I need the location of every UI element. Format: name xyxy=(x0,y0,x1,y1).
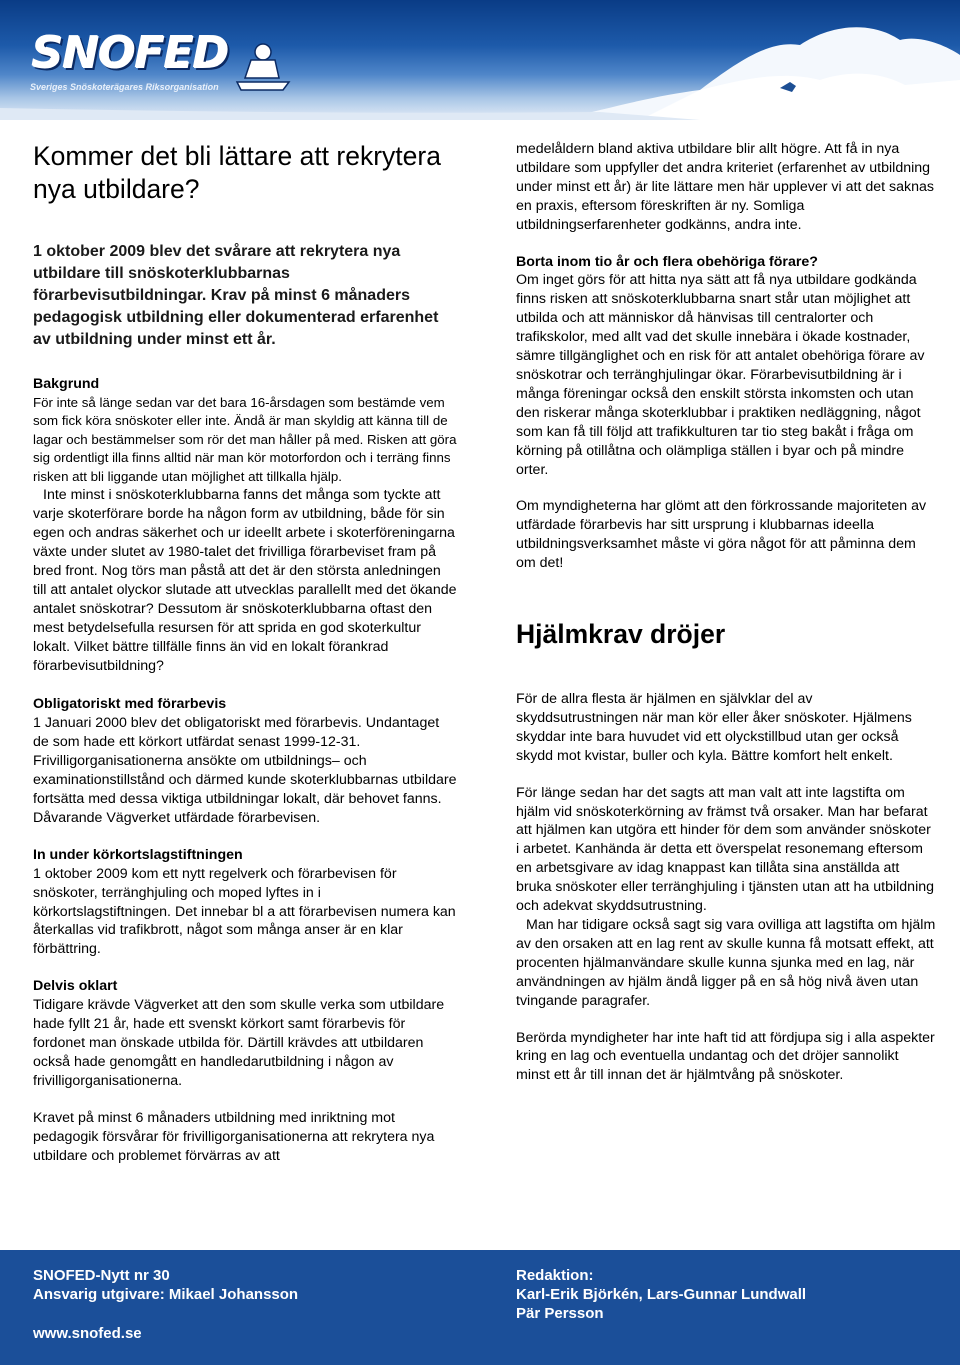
snowmobile-rider-icon xyxy=(233,38,293,98)
paragraph-obligatoriskt: 1 Januari 2000 blev det obligatoriskt med förarbevis. Undantaget de som hade ett körkort utfärdat senast 1999-12-31. Frivilligorganisationerna ansökte om utbildnings– och examinationstillstånd och därmed kunde skoterklubbarnas utbildare fortsätta med dessa viktiga utbildningar lokalt, där behovet fanns. Dåvarande Vägverket utfärdade förarbevisen. xyxy=(33,715,457,826)
section-heading-obligatoriskt: Obligatoriskt med förarbevis xyxy=(33,696,227,713)
paragraph-korkort: 1 oktober 2009 kom ett nytt regelverk och förarbevisen för snöskoter, terränghjuling och moped lyftes in i körkortslagstiftningen. Det innebar bl a att förarbevisen numera kan återkallas vid trafikbrott, något som många anser är en klar förbättring. xyxy=(33,865,456,958)
header-banner xyxy=(0,0,960,120)
redaktion-label: Redaktion: xyxy=(516,1267,594,1284)
logo-subtitle: Sveriges Snöskoterägares Riksorganisation xyxy=(30,82,219,92)
paragraph-delvis-oklart: Tidigare krävde Vägverket att den som skulle verka som utbildare hade fyllt 21 år, hade ett svenskt körkort samt förarbevis för fordonet man önskade utbilda för. Därtill krävdes att utbildaren också hade genomgått en handledarutbildning i någon av frivilligorganisationerna. xyxy=(33,997,445,1089)
paragraph-continuation: medelåldern bland aktiva utbildare blir allt högre. Att få in nya utbildare som uppfyller det andra kriteriet (erfarenhet av utbildning under minst ett år) är lite lättare men här upplever vi att det saknas en praxis, eftersom föreskriften är ny. Somliga utbildningserfarenheter godkänns, andra inte. xyxy=(516,141,934,233)
section-heading-delvis-oklart: Delvis oklart xyxy=(33,978,118,995)
article-title: Kommer det bli lättare att rekrytera nya utbildare? xyxy=(33,141,441,204)
issue-number: SNOFED-Nytt nr 30 xyxy=(33,1267,170,1284)
paragraph-bakgrund-2: Inte minst i snöskoterklubbarna fanns det många som tyckte att varje skoterförare borde ha någon form av utbildning, både för sin egen och andras säkerhet och ur ideellt arbete i skoterföreningarna växte under slutet av 1980-talet det frivilliga förarbeviset fram på bred front. Nog törs man påstå att det är den största anledningen till att antalet olyckor slutade att utvecklas parallellt med det ökande antalet snöskotrar? Dessutom är snöskoterklubbarna oftast den mest betydelsefulla resursen för att sprida en god skoterkultur lokalt. Vilket bättre tillfälle finns än vid en lokalt förankrad förarbevisutbildning? xyxy=(33,487,457,674)
snofed-logo[interactable] xyxy=(28,28,233,98)
section-heading-bakgrund: Bakgrund xyxy=(33,376,100,392)
editors-line-1: Karl-Erik Björkén, Lars-Gunnar Lundwall xyxy=(516,1286,807,1303)
footer-right xyxy=(516,1266,936,1323)
logo-wordmark: SNOFED xyxy=(32,28,229,79)
footer-left xyxy=(33,1266,463,1343)
paragraph-hjalm-4: Berörda myndigheter har inte haft tid att fördjupa sig i alla aspekter kring en lag och eventuella undantag och det dröjer sannolikt minst ett år till innan det är hjälmtvång på snöskoter. xyxy=(516,1029,935,1084)
article-lead: 1 oktober 2009 blev det svårare att rekrytera nya utbildare till snöskoterklubbarnas förarbevisutbildningar. Krav på minst 6 månaders pedagogisk utbildning eller dokumenterad erfarenhet av utbildning under minst ett år. xyxy=(33,243,439,348)
paragraph-hjalm-3: Man har tidigare också sagt sig vara ovilliga att lagstifta om hjälm av den orsaken att en lag rent av skulle kunna få motsatt effekt, att procenten hjälmanvändare skulle kunna sjunka med en lag, när användningen av hjälm ändå ligger på en så hög nivå även utan tvingande paragrafer. xyxy=(516,917,936,1009)
heading-hjalmkrav: Hjälmkrav dröjer xyxy=(516,619,726,650)
editors-line-2: Pär Persson xyxy=(516,1305,604,1322)
section-heading-korkort: In under körkortslagstiftningen xyxy=(33,846,243,863)
paragraph-hjalm-2: För länge sedan har det sagts att man valt att inte lagstifta om hjälm vid snöskoterkörning av främst två orsaker. Man har befarat att hjälmen kan utgöra ett hinder för dem som använder snöskoter i arbetet. Kanhända är detta ett överspelat resonemang eftersom en arbetsgivare av idag knappast kan tillåta sina anställda att bruka snöskoter eller terränghjuling i tjänsten utan att ha utbildning och adekvat skyddsutrustning. xyxy=(516,784,935,915)
paragraph-borta: Om inget görs för att hitta nya sätt att få nya utbildare godkända finns risken att snöskoterklubbarna snart står utan möjlighet att utbilda och att människor då hänvisas till centralorter och trafikskolor, med allt vad det skulle innebära i ökade kostnader, sämre tillgänglighet och en risk för att antalet obehöriga förare av snöskotrar och terränghjulingar ökar. Förarbevisutbildning är i många föreningar också den enskilt största inkomsten och utan den riskerar många skoterklubbar i praktiken nedläggning, något som kan få till följd att trafikkulturen tar tio steg bakåt i fråga om körning på otillåtna och olämpliga ställen i byar och på mindre orter. xyxy=(516,272,925,478)
paragraph-hjalm-1: För de allra flesta är hjälmen en självklar del av skyddsutrustningen när man kör eller åker snöskoter. Hjälmens skyddar inte bara huvudet vid ett olyckstillbud utan ger också skydd mot kvistar, buller och kyla. Bättre komfort helt enkelt. xyxy=(516,691,912,764)
website-link[interactable]: www.snofed.se xyxy=(33,1325,142,1342)
section-heading-borta: Borta inom tio år och flera obehöriga förare? xyxy=(516,253,818,270)
paragraph-myndigheterna: Om myndigheterna har glömt att den förkrossande majoriteten av utfärdade förarbevis har sitt ursprung i klubbarnas ideella utbildningsverksamhet måste vi göra något för att påminna dem om det! xyxy=(516,498,927,572)
left-column xyxy=(33,140,458,1165)
paragraph-bakgrund-1: För inte så länge sedan var det bara 16-årsdagen som bestämde vem som fick köra snöskoter eller inte. Ändå är man skyldig att känna till de lagar och bestämmelser som rör det man håller på med. Risken att göra sig ordentligt illa finns alltid när man kör motorfordon och i terräng finns risken att bli liggande utan möjlighet att tillkalla hjälp. xyxy=(33,394,457,484)
paragraph-kravet: Kravet på minst 6 månaders utbildning med inriktning mot pedagogik försvårar för frivilligorganisationerna att rekrytera nya utbildare och problemet förvärras av att xyxy=(33,1109,435,1164)
footer xyxy=(0,1250,960,1365)
publisher: Ansvarig utgivare: Mikael Johansson xyxy=(33,1286,299,1303)
right-column xyxy=(516,140,936,1085)
